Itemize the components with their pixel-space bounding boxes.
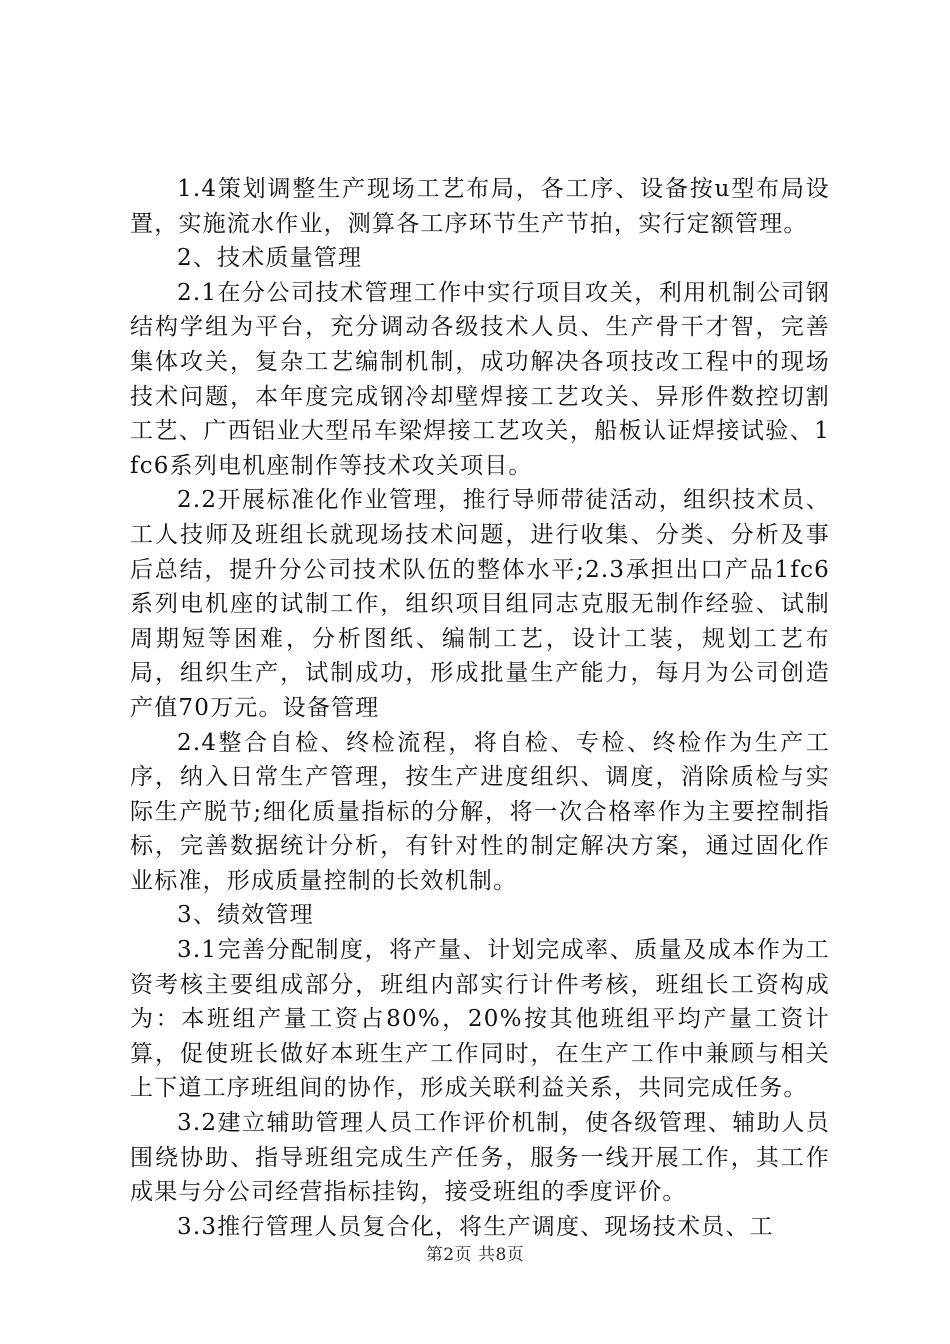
paragraph-3-1-distribution: 3.1完善分配制度，将产量、计划完成率、质量及成本作为工资考核主要组成部分，班组内部实行计件考核，班组长工资构成为：本班组产量工资占80%，20%按其他班组平均产量工资计算，促使班长做好本班生产工作同时，在生产工作中兼顾与相关上下道工序班组间的协作，形成关联利益关系，共同完成任务。 [130, 937, 830, 1102]
heading-technical-quality: 2、技术质量管理 [177, 245, 363, 272]
paragraph-1-4-layout: 1.4策划调整生产现场工艺布局，各工序、设备按u型布局设置，实施流水作业，测算各工序环节生产节拍，实行定额管理。 [130, 176, 830, 237]
paragraph-2-4-inspection: 2.4整合自检、终检流程，将自检、专检、终检作为生产工序，纳入日常生产管理，按生产进度组织、调度，消除质检与实际生产脱节;细化质量指标的分解，将一次合格率作为主要控制指标，完善数据统计分析，有针对性的制定解决方案，通过固化作业标准，形成质量控制的长效机制。 [130, 729, 830, 894]
page-number-footer: 第2页 共8页 [425, 1245, 525, 1265]
document-body [130, 172, 830, 1244]
paragraph-3-2-evaluation: 3.2建立辅助管理人员工作评价机制，使各级管理、辅助人员围绕协助、指导班组完成生产任务，服务一线开展工作，其工作成果与分公司经营指标挂钩，接受班组的季度评价。 [130, 1110, 830, 1206]
paragraph-3-3-compound-management: 3.3推行管理人员复合化，将生产调度、现场技术员、工 [177, 1213, 774, 1240]
paragraph-2-2-standardization: 2.2开展标准化作业管理，推行导师带徒活动，组织技术员、工人技师及班组长就现场技术问题，进行收集、分类、分析及事后总结，提升分公司技术队伍的整体水平;2.3承担出口产品1fc6系列电机座的试制工作，组织项目组同志克服无制作经验、试制周期短等困难，分析图纸、编制工艺，设计工装，规划工艺布局，组织生产，试制成功，形成批量生产能力，每月为公司创造产值70万元。设备管理 [130, 487, 830, 721]
paragraph-2-1-project-tackling: 2.1在分公司技术管理工作中实行项目攻关，利用机制公司钢结构学组为平台，充分调动各级技术人员、生产骨干才智，完善集体攻关，复杂工艺编制机制，成功解决各项技改工程中的现场技术问题，本年度完成钢冷却壁焊接工艺攻关、异形件数控切割工艺、广西铝业大型吊车梁焊接工艺攻关，船板认证焊接试验、1fc6系列电机座制作等技术攻关项目。 [130, 279, 830, 479]
heading-performance: 3、绩效管理 [177, 902, 314, 929]
